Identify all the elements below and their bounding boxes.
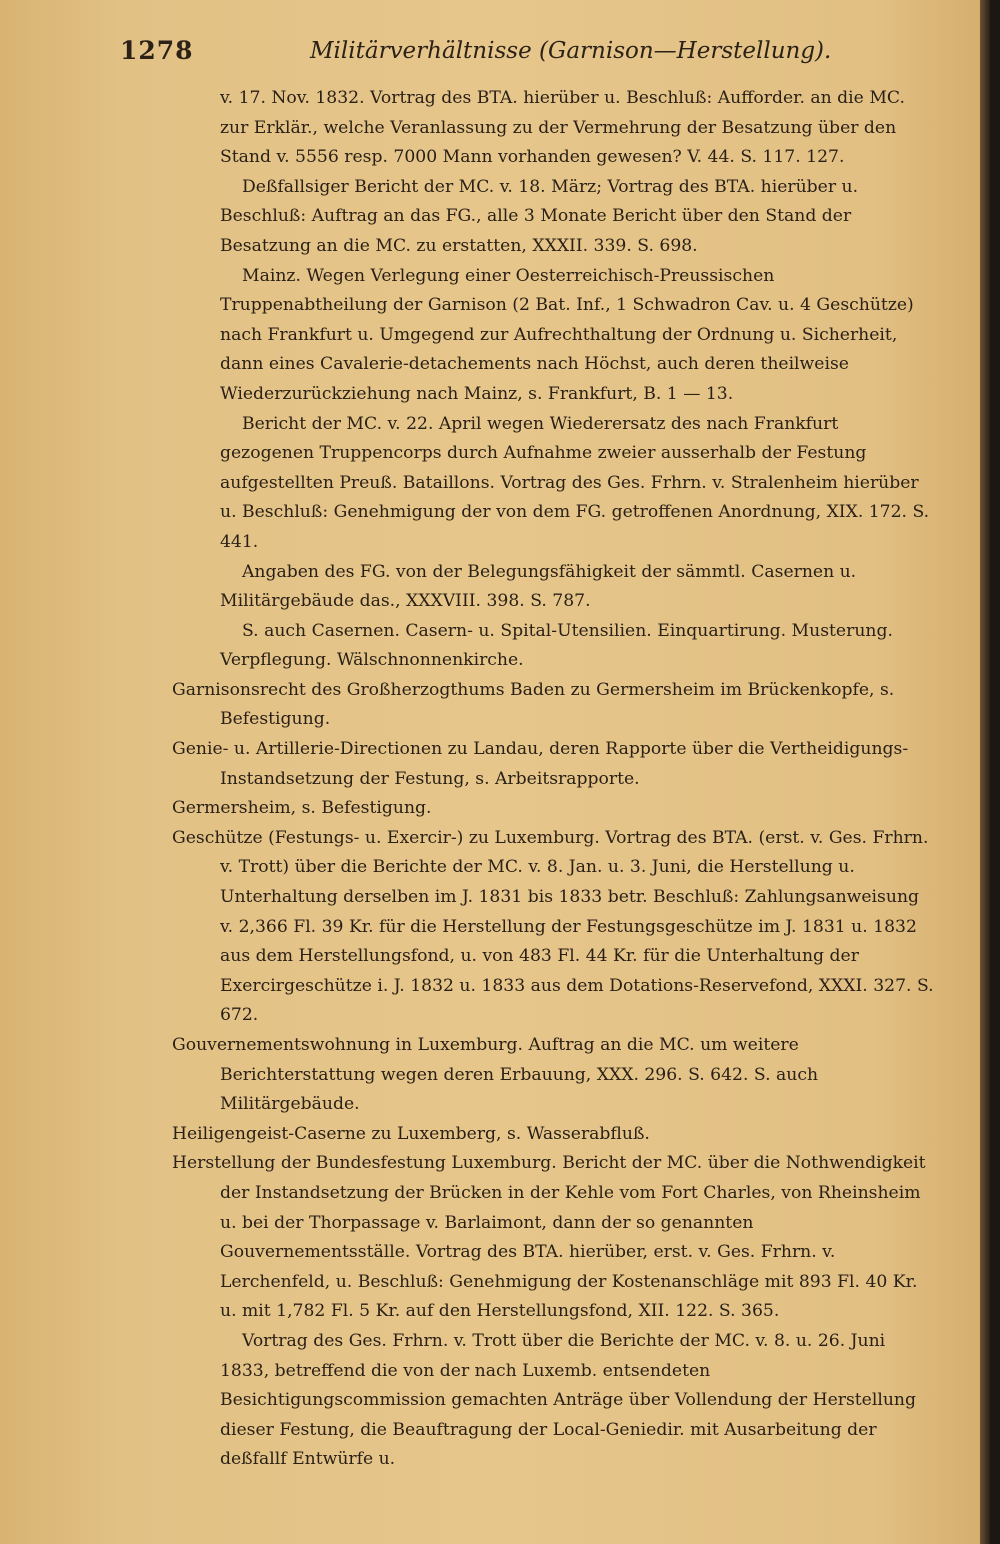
- page-number: 1278: [120, 36, 194, 65]
- paragraph-herstellung-report: Vortrag des Ges. Frhrn. v. Trott über die Berichte der MC. v. 8. u. 26. Juni 1833, betreffend die von der nach Luxemb. entsendeten Besichtigungscommission gemachten Anträge über Vollendung der Herstellung dieser Festung, die Beauftragung der Local-Geniedir. mit Ausarbeitung der deßfallf Entwürfe u.: [220, 1330, 916, 1470]
- paragraph-mainz-casernen: Angaben des FG. von der Belegungsfähigkeit der sämmtl. Casernen u. Militärgebäude das., XXXVIII. 398. S. 787.: [220, 561, 857, 612]
- paragraph-mainz: Mainz. Wegen Verlegung einer Oesterreichisch-Preussischen Truppenabtheilung der Garnison (2 Bat. Inf., 1 Schwadron Cav. u. 4 Geschütze) nach Frankfurt u. Umgegend zur Aufrechthaltung der Ordnung u. Sicherheit, dann eines Cavalerie-detachements nach Höchst, auch deren theilweise Wiederzurückziehung nach Mainz, s. Frankfurt, B. 1 — 13.: [220, 265, 914, 404]
- running-head: Militärverhältnisse (Garnison—Herstellung).: [310, 38, 832, 64]
- paragraph-garnison-continuation: v. 17. Nov. 1832. Vortrag des BTA. hierüber u. Beschluß: Aufforder. an die MC. zur Erklär., welche Veranlassung zu der Vermehrung der Besatzung über den Stand v. 5556 resp. 7000 Mann vorhanden gewesen? V. 44. S. 117. 127.: [220, 88, 905, 168]
- entry-germersheim: Germersheim, s. Befestigung.: [172, 798, 432, 819]
- page-header: [120, 36, 980, 72]
- paragraph-garnison-report: Deßfallsiger Bericht der MC. v. 18. März; Vortrag des BTA. hierüber u. Beschluß: Auftrag an das FG., alle 3 Monate Bericht über den Stand der Besatzung an die MC. zu erstatten, XXXII. 339. S. 698.: [220, 176, 859, 256]
- entry-garnisonsrecht: Garnisonsrecht des Großherzogthums Baden zu Germersheim im Brückenkopfe, s. Befestigung.: [172, 679, 895, 730]
- entry-herstellung: Herstellung der Bundesfestung Luxemburg. Bericht der MC. über die Nothwendigkeit der Instandsetzung der Brücken in der Kehle vom Fort Charles, von Rheinsheim u. bei der Thorpassage v. Barlaimont, dann der so genannten Gouvernementsställe. Vortrag des BTA. hierüber, erst. v. Ges. Frhrn. v. Lerchenfeld, u. Beschluß: Genehmigung der Kostenanschläge mit 893 Fl. 40 Kr. u. mit 1,782 Fl. 5 Kr. auf den Herstellungsfond, XII. 122. S. 365.: [172, 1153, 926, 1322]
- entry-heiligengeist-caserne: Heiligengeist-Caserne zu Luxemberg, s. Wasserabfluß.: [172, 1123, 650, 1144]
- paragraph-see-also: S. auch Casernen. Casern- u. Spital-Utensilien. Einquartirung. Musterung. Verpflegung. Wälschnonnenkirche.: [220, 620, 893, 671]
- entry-geschuetze: Geschütze (Festungs- u. Exercir-) zu Luxemburg. Vortrag des BTA. (erst. v. Ges. Frhrn. v. Trott) über die Berichte der MC. v. 8. Jan. u. 3. Juni, die Herstellung u. Unterhaltung derselben im J. 1831 bis 1833 betr. Beschluß: Zahlungsanweisung v. 2,366 Fl. 39 Kr. für die Herstellung der Festungsgeschütze im J. 1831 u. 1832 aus dem Herstellungsfond, u. von 483 Fl. 44 Kr. für die Unterhaltung der Exercirgeschütze i. J. 1832 u. 1833 aus dem Dotations-Reservefond, XXXI. 327. S. 672.: [172, 827, 934, 1026]
- book-spine: [980, 0, 990, 1544]
- entry-gouvernementswohnung: Gouvernementswohnung in Luxemburg. Auftrag an die MC. um weitere Berichterstattung wegen deren Erbauung, XXX. 296. S. 642. S. auch Militärgebäude.: [172, 1035, 819, 1115]
- page-body: [172, 84, 937, 1475]
- entry-genie-artillerie: Genie- u. Artillerie-Directionen zu Landau, deren Rapporte über die Vertheidigungs-Instandsetzung der Festung, s. Arbeitsrapporte.: [172, 739, 909, 789]
- paragraph-mainz-report: Bericht der MC. v. 22. April wegen Wiederersatz des nach Frankfurt gezogenen Truppencorps durch Aufnahme zweier ausserhalb der Festung aufgestellten Preuß. Bataillons. Vortrag des Ges. Frhrn. v. Stralenheim hierüber u. Beschluß: Genehmigung der von dem FG. getroffenen Anordnung, XIX. 172. S. 441.: [220, 413, 930, 552]
